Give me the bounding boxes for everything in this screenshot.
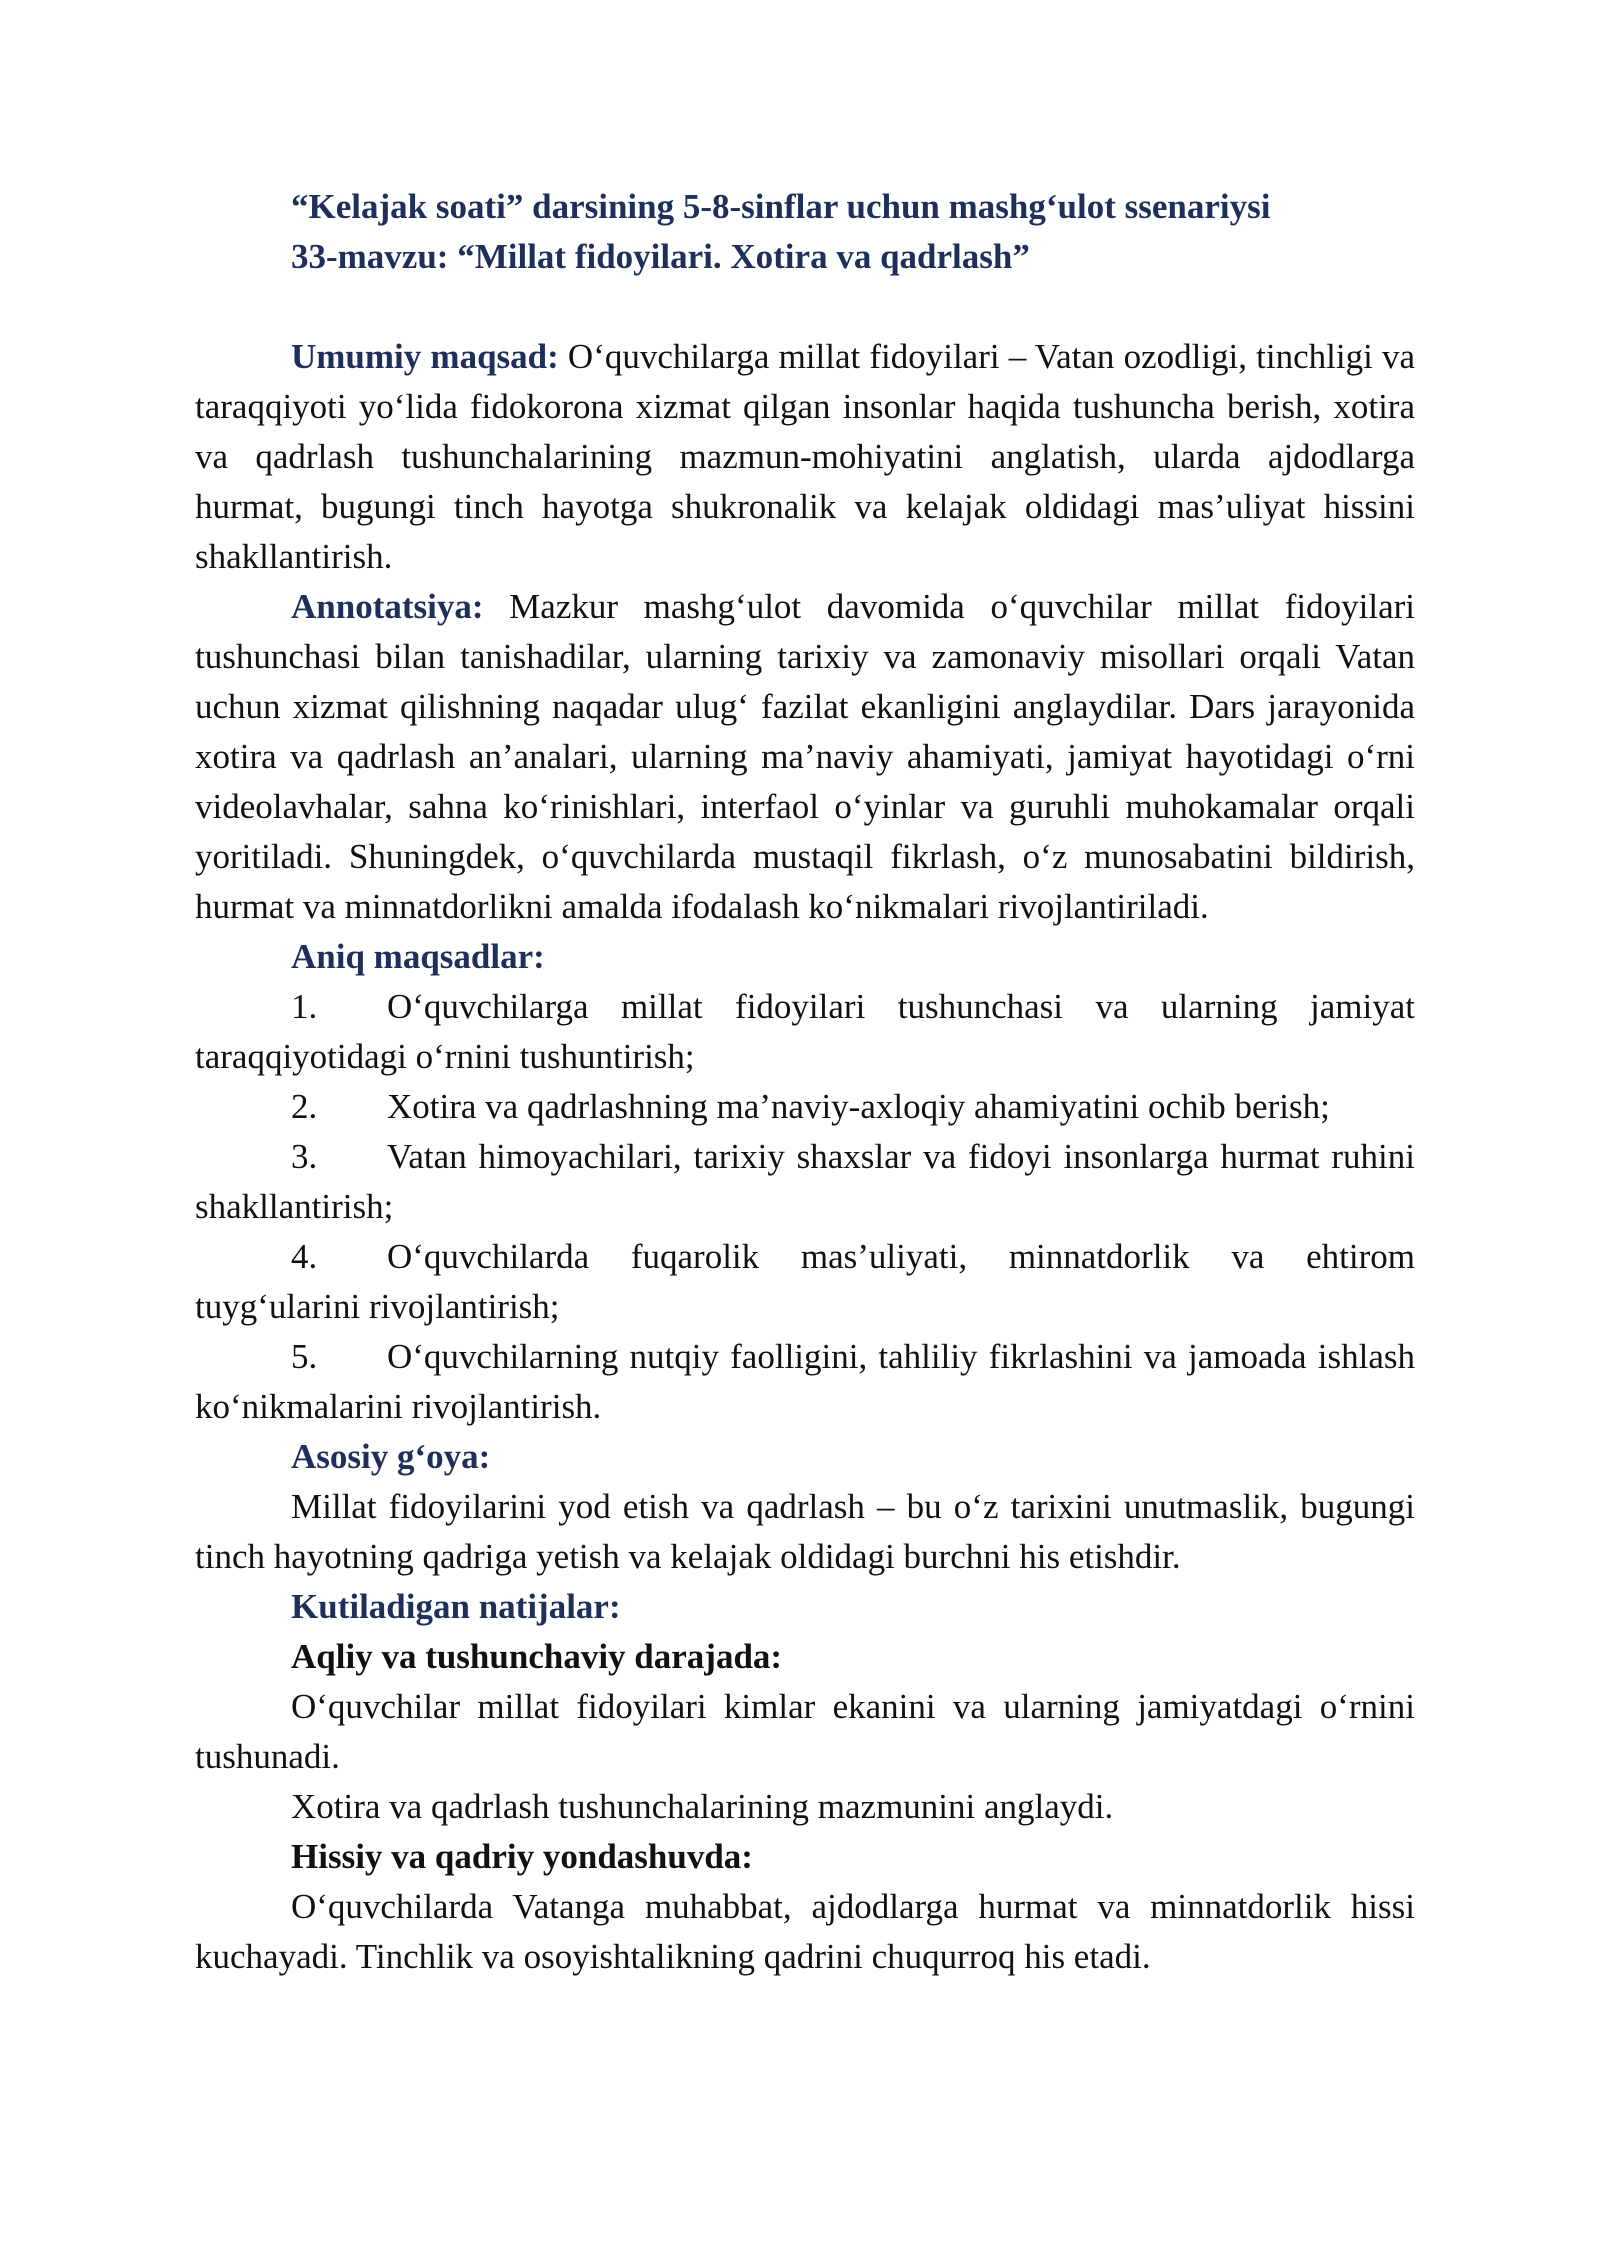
list-item xyxy=(195,1232,1415,1332)
list-item-number: 5. xyxy=(291,1337,318,1376)
document-title-line1: “Kelajak soati” darsining 5-8-sinflar uchun mashg‘ulot ssenariysi xyxy=(291,187,1271,226)
title-spacer xyxy=(195,282,1415,332)
document-title-line2: 33-mavzu: “Millat fidoyilari. Xotira va qadrlash” xyxy=(291,237,1030,276)
annotation-text: Mazkur mashg‘ulot davomida o‘quvchilar millat fidoyilari tushunchasi bilan tanishadilar, ularning tarixiy va zamonaviy misollari orqali Vatan uchun xizmat qilishning naqadar ulug‘ fazilat ekanligini anglaydilar. Dars jarayonida xotira va qadrlash an’analari, ularning ma’naviy ahamiyati, jamiyat hayotidagi o‘rni videolavhalar, sahna ko‘rinishlari, interfaol o‘yinlar va guruhli muhokamalar orqali yoritiladi. Shuningdek, o‘quvchilarda mustaqil fikrlash, o‘z munosabatini bildirish, hurmat va minnatdorlikni amalda ifodalash ko‘nikmalari rivojlantiriladi. xyxy=(195,587,1415,926)
emotional-heading: Hissiy va qadriy yondashuvda: xyxy=(291,1837,753,1876)
cognitive-paragraph-1: O‘quvchilar millat fidoyilari kimlar ekanini va ularning jamiyatdagi o‘rnini tushunadi. xyxy=(195,1687,1415,1776)
results-heading: Kutiladigan natijalar: xyxy=(291,1587,621,1626)
list-item-number: 1. xyxy=(291,987,318,1026)
document-page xyxy=(195,182,1415,1982)
list-item-text: Vatan himoyachilari, tarixiy shaxslar va fidoyi insonlarga hurmat ruhini shakllantirish; xyxy=(195,1137,1415,1226)
list-item xyxy=(195,1332,1415,1432)
list-item xyxy=(195,1082,1415,1132)
list-item xyxy=(195,982,1415,1082)
list-item xyxy=(195,1132,1415,1232)
annotation-paragraph xyxy=(195,582,1415,932)
goal-text: O‘quvchilarga millat fidoyilari – Vatan ozodligi, tinchligi va taraqqiyoti yo‘lida fidokorona xizmat qilgan insonlar haqida tushuncha berish, xotira va qadrlash tushunchalarining mazmun-mohiyatini anglatish, ularda ajdodlarga hurmat, bugungi tinch hayotga shukronalik va kelajak oldidagi mas’uliyat hissini shakllantirish. xyxy=(195,337,1416,576)
objectives-list xyxy=(195,982,1415,1432)
list-item-text: O‘quvchilarning nutqiy faolligini, tahliliy fikrlashini va jamoada ishlash ko‘nikmalarini rivojlantirish. xyxy=(195,1337,1415,1426)
goal-paragraph xyxy=(195,332,1415,582)
list-item-number: 4. xyxy=(291,1237,318,1276)
emotional-paragraph-1: O‘quvchilarda Vatanga muhabbat, ajdodlarga hurmat va minnatdorlik hissi kuchayadi. Tinchlik va osoyishtalikning qadrini chuqurroq his etadi. xyxy=(195,1887,1415,1976)
annotation-label: Annotatsiya: xyxy=(291,587,484,626)
list-item-number: 2. xyxy=(291,1087,318,1126)
list-item-text: Xotira va qadrlashning ma’naviy-axloqiy ahamiyatini ochib berish; xyxy=(387,1087,1330,1126)
main-idea-paragraph: Millat fidoyilarini yod etish va qadrlash – bu o‘z tarixini unutmaslik, bugungi tinch hayotning qadriga yetish va kelajak oldidagi burchni his etishdir. xyxy=(195,1487,1415,1576)
goal-label: Umumiy maqsad: xyxy=(291,337,559,376)
list-item-text: O‘quvchilarga millat fidoyilari tushunchasi va ularning jamiyat taraqqiyotidagi o‘rnini tushuntirish; xyxy=(195,987,1415,1076)
list-item-text: O‘quvchilarda fuqarolik mas’uliyati, minnatdorlik va ehtirom tuyg‘ularini rivojlantirish; xyxy=(195,1237,1415,1326)
cognitive-heading: Aqliy va tushunchaviy darajada: xyxy=(291,1637,783,1676)
main-idea-heading: Asosiy g‘oya: xyxy=(291,1437,491,1476)
objectives-heading: Aniq maqsadlar: xyxy=(291,937,545,976)
list-item-number: 3. xyxy=(291,1137,318,1176)
cognitive-paragraph-2: Xotira va qadrlash tushunchalarining mazmunini anglaydi. xyxy=(291,1787,1114,1826)
